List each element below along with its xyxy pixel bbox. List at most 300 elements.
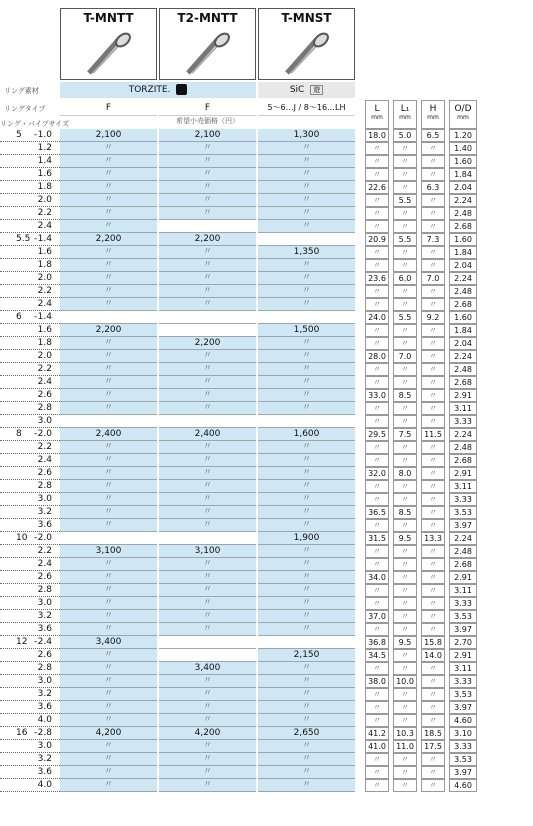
price-cell-t2-mntt: 〃 bbox=[159, 675, 256, 688]
ring-size: 5 bbox=[16, 130, 22, 140]
pipe-size: 2.6 bbox=[37, 468, 52, 478]
sic-badge: 遊 bbox=[310, 85, 323, 95]
price-cell-t-mntt: 〃 bbox=[60, 155, 157, 168]
ring-pipe-size bbox=[0, 389, 60, 402]
dim-cell-l1: 〃 bbox=[393, 662, 417, 675]
ring-pipe-size bbox=[0, 285, 60, 298]
dim-cell-l1: 〃 bbox=[393, 701, 417, 714]
dim-cell-l1: 7.0 bbox=[393, 350, 417, 363]
dim-cell-l1: 〃 bbox=[393, 480, 417, 493]
dim-cell-h: 〃 bbox=[421, 506, 445, 519]
price-cell-t-mnst: 〃 bbox=[258, 259, 355, 272]
dim-cell-l: 〃 bbox=[365, 714, 389, 727]
pipe-size: 2.0 bbox=[37, 273, 52, 283]
dim-cell-h: 14.0 bbox=[421, 649, 445, 662]
dim-cell-l1: 〃 bbox=[393, 337, 417, 350]
dim-cell-h: 〃 bbox=[421, 402, 445, 415]
dim-cell-od: 2.24 bbox=[449, 532, 477, 545]
dim-cell-h: 15.8 bbox=[421, 636, 445, 649]
dim-cell-l: 41.0 bbox=[365, 740, 389, 753]
price-cell-t-mntt: 〃 bbox=[60, 662, 157, 675]
dim-cell-h: 〃 bbox=[421, 662, 445, 675]
dim-cell-l: 〃 bbox=[365, 558, 389, 571]
price-cell-t-mnst: 〃 bbox=[258, 298, 355, 311]
dim-unit: mm bbox=[371, 114, 383, 121]
dim-cell-l1: 〃 bbox=[393, 584, 417, 597]
guide-ring-icon bbox=[85, 29, 135, 77]
dim-cell-h: 7.0 bbox=[421, 272, 445, 285]
dim-cell-l: 〃 bbox=[365, 779, 389, 792]
price-cell-t-mntt: 〃 bbox=[60, 584, 157, 597]
ring-pipe-size bbox=[0, 168, 60, 181]
price-cell-t-mntt: 〃 bbox=[60, 467, 157, 480]
size-separator: - bbox=[34, 728, 38, 738]
price-cell-t-mnst: 〃 bbox=[258, 766, 355, 779]
price-cell-t-mntt: 〃 bbox=[60, 558, 157, 571]
ring-pipe-size bbox=[0, 714, 60, 727]
dim-cell-l: 33.0 bbox=[365, 389, 389, 402]
ring-pipe-size bbox=[0, 623, 60, 636]
ring-pipe-size bbox=[0, 363, 60, 376]
price-cell-t2-mntt: 〃 bbox=[159, 272, 256, 285]
price-cell-t-mnst: 〃 bbox=[258, 701, 355, 714]
price-cell-t-mnst: 〃 bbox=[258, 493, 355, 506]
dim-cell-od: 3.97 bbox=[449, 766, 477, 779]
dim-cell-od: 2.91 bbox=[449, 467, 477, 480]
guide-ring-icon bbox=[283, 29, 333, 77]
price-cell-t-mnst: 〃 bbox=[258, 519, 355, 532]
price-cell-t-mnst: 〃 bbox=[258, 558, 355, 571]
dim-cell-l: 〃 bbox=[365, 688, 389, 701]
dim-cell-l1: 〃 bbox=[393, 610, 417, 623]
price-cell-t-mntt: 〃 bbox=[60, 441, 157, 454]
dim-cell-l1: 〃 bbox=[393, 363, 417, 376]
dim-cell-od: 1.20 bbox=[449, 129, 477, 142]
dim-cell-l1: 〃 bbox=[393, 623, 417, 636]
dim-cell-od: 2.68 bbox=[449, 298, 477, 311]
dim-cell-l1: 〃 bbox=[393, 324, 417, 337]
ring-pipe-size bbox=[0, 454, 60, 467]
price-cell-t-mntt: 2,200 bbox=[60, 324, 157, 337]
type-t-mnst: 5〜6…J / 8〜16…LH bbox=[258, 100, 355, 116]
dim-cell-h: 〃 bbox=[421, 285, 445, 298]
size-separator: - bbox=[34, 533, 38, 543]
dim-cell-l1: 〃 bbox=[393, 181, 417, 194]
dim-cell-l: 〃 bbox=[365, 662, 389, 675]
price-cell-t-mntt: 〃 bbox=[60, 272, 157, 285]
price-cell-t2-mntt: 〃 bbox=[159, 519, 256, 532]
price-cell-t-mntt: 〃 bbox=[60, 142, 157, 155]
dim-cell-l1: 〃 bbox=[393, 779, 417, 792]
price-cell-t-mntt: 〃 bbox=[60, 298, 157, 311]
ring-pipe-size bbox=[0, 610, 60, 623]
price-cell-t-mnst: 2,650 bbox=[258, 727, 355, 740]
pipe-size: 2.4 bbox=[37, 455, 52, 465]
ring-pipe-size bbox=[0, 597, 60, 610]
pipe-size: 2.8 bbox=[37, 481, 52, 491]
dim-cell-l1: 5.5 bbox=[393, 233, 417, 246]
price-cell-t-mnst: 〃 bbox=[258, 168, 355, 181]
price-cell-t-mntt: 〃 bbox=[60, 402, 157, 415]
price-cell-t-mntt bbox=[60, 532, 157, 545]
ring-pipe-size-label: リング・パイプサイズ bbox=[0, 120, 70, 128]
dim-cell-l1: 10.0 bbox=[393, 675, 417, 688]
dim-cell-od: 2.68 bbox=[449, 220, 477, 233]
ring-pipe-size bbox=[0, 753, 60, 766]
product-header-t-mnst bbox=[258, 8, 355, 80]
ring-pipe-size bbox=[0, 727, 60, 740]
price-cell-t2-mntt: 〃 bbox=[159, 168, 256, 181]
dim-cell-od: 2.24 bbox=[449, 350, 477, 363]
dim-cell-od: 3.53 bbox=[449, 688, 477, 701]
price-cell-t2-mntt: 〃 bbox=[159, 207, 256, 220]
dim-cell-od: 2.04 bbox=[449, 181, 477, 194]
dim-cell-l: 〃 bbox=[365, 454, 389, 467]
dim-cell-l: 〃 bbox=[365, 155, 389, 168]
pipe-size: 1.2 bbox=[37, 143, 52, 153]
dim-cell-l: 29.5 bbox=[365, 428, 389, 441]
dim-cell-od: 3.53 bbox=[449, 610, 477, 623]
price-header: 希望小売価格（円） bbox=[176, 117, 239, 125]
dim-cell-l1: 〃 bbox=[393, 207, 417, 220]
price-cell-t-mnst: 〃 bbox=[258, 389, 355, 402]
price-cell-t-mnst: 1,500 bbox=[258, 324, 355, 337]
ring-pipe-size bbox=[0, 298, 60, 311]
ring-pipe-size bbox=[0, 480, 60, 493]
dim-cell-h: 〃 bbox=[421, 688, 445, 701]
ring-pipe-size bbox=[0, 376, 60, 389]
dim-cell-od: 2.68 bbox=[449, 454, 477, 467]
ring-pipe-size bbox=[0, 688, 60, 701]
price-cell-t-mntt: 〃 bbox=[60, 389, 157, 402]
dim-cell-l1: 〃 bbox=[393, 766, 417, 779]
dim-cell-od: 2.48 bbox=[449, 545, 477, 558]
dim-cell-l1: 〃 bbox=[393, 259, 417, 272]
dim-title: L₁ bbox=[400, 104, 410, 114]
dim-cell-h: 〃 bbox=[421, 480, 445, 493]
price-cell-t2-mntt: 〃 bbox=[159, 714, 256, 727]
price-cell-t2-mntt: 〃 bbox=[159, 142, 256, 155]
dim-header-l1 bbox=[393, 100, 417, 129]
dim-cell-l: 34.0 bbox=[365, 571, 389, 584]
price-cell-t2-mntt bbox=[159, 532, 256, 545]
price-cell-t-mnst: 〃 bbox=[258, 467, 355, 480]
pipe-size: 1.8 bbox=[37, 182, 52, 192]
size-separator: - bbox=[34, 234, 38, 244]
dim-cell-l1: 5.5 bbox=[393, 194, 417, 207]
price-cell-t-mntt: 〃 bbox=[60, 454, 157, 467]
price-cell-t2-mntt: 〃 bbox=[159, 688, 256, 701]
dim-cell-l1: 5.0 bbox=[393, 129, 417, 142]
price-cell-t-mntt: 〃 bbox=[60, 285, 157, 298]
dim-cell-h: 〃 bbox=[421, 363, 445, 376]
price-cell-t-mnst: 〃 bbox=[258, 545, 355, 558]
price-cell-t-mnst: 〃 bbox=[258, 402, 355, 415]
dim-cell-h: 13.3 bbox=[421, 532, 445, 545]
dim-cell-l: 28.0 bbox=[365, 350, 389, 363]
dim-cell-l: 32.0 bbox=[365, 467, 389, 480]
price-cell-t2-mntt bbox=[159, 649, 256, 662]
pipe-size: 2.2 bbox=[37, 442, 52, 452]
price-cell-t-mnst: 〃 bbox=[258, 272, 355, 285]
product-name: T-MNTT bbox=[83, 11, 134, 25]
price-cell-t-mntt: 〃 bbox=[60, 701, 157, 714]
price-cell-t2-mntt: 〃 bbox=[159, 285, 256, 298]
price-cell-t2-mntt: 〃 bbox=[159, 181, 256, 194]
dim-cell-h: 6.3 bbox=[421, 181, 445, 194]
price-cell-t2-mntt: 2,200 bbox=[159, 337, 256, 350]
price-cell-t-mnst: 〃 bbox=[258, 454, 355, 467]
price-cell-t2-mntt: 〃 bbox=[159, 584, 256, 597]
pipe-size: 2.2 bbox=[37, 546, 52, 556]
dim-cell-l1: 〃 bbox=[393, 519, 417, 532]
dim-cell-h: 〃 bbox=[421, 246, 445, 259]
dim-cell-od: 3.33 bbox=[449, 597, 477, 610]
dim-cell-od: 2.24 bbox=[449, 194, 477, 207]
price-cell-t2-mntt: 〃 bbox=[159, 571, 256, 584]
price-cell-t2-mntt: 〃 bbox=[159, 597, 256, 610]
dim-unit: mm bbox=[399, 114, 411, 121]
price-cell-t2-mntt: 〃 bbox=[159, 766, 256, 779]
dim-cell-od: 3.97 bbox=[449, 519, 477, 532]
type-f-t2-mntt: F bbox=[159, 100, 256, 116]
price-cell-t2-mntt: 〃 bbox=[159, 350, 256, 363]
ring-pipe-size bbox=[0, 350, 60, 363]
pipe-size: 4.0 bbox=[37, 780, 52, 790]
ring-pipe-size bbox=[0, 233, 60, 246]
price-cell-t-mntt: 〃 bbox=[60, 207, 157, 220]
dim-cell-h: 〃 bbox=[421, 623, 445, 636]
dim-cell-l: 〃 bbox=[365, 584, 389, 597]
price-cell-t2-mntt bbox=[159, 220, 256, 233]
dim-unit: mm bbox=[427, 114, 439, 121]
price-cell-t2-mntt bbox=[159, 636, 256, 649]
ring-pipe-size bbox=[0, 181, 60, 194]
price-cell-t2-mntt: 〃 bbox=[159, 246, 256, 259]
pipe-size: 3.6 bbox=[37, 767, 52, 777]
dim-cell-l: 〃 bbox=[365, 545, 389, 558]
dim-cell-l1: 〃 bbox=[393, 571, 417, 584]
price-cell-t-mnst: 〃 bbox=[258, 506, 355, 519]
price-cell-t-mntt: 2,400 bbox=[60, 428, 157, 441]
dim-cell-od: 1.40 bbox=[449, 142, 477, 155]
dim-cell-od: 3.11 bbox=[449, 584, 477, 597]
pipe-size: 2.8 bbox=[37, 728, 52, 738]
dim-cell-h: 〃 bbox=[421, 454, 445, 467]
price-cell-t-mnst: 〃 bbox=[258, 142, 355, 155]
dim-cell-od: 1.60 bbox=[449, 155, 477, 168]
ring-pipe-size bbox=[0, 649, 60, 662]
ring-type-label: リングタイプ bbox=[4, 105, 46, 113]
ring-size: 8 bbox=[16, 429, 22, 439]
pipe-size: 2.6 bbox=[37, 390, 52, 400]
dim-cell-l: 〃 bbox=[365, 337, 389, 350]
price-cell-t-mnst: 〃 bbox=[258, 740, 355, 753]
ring-pipe-size bbox=[0, 766, 60, 779]
price-cell-t2-mntt: 3,100 bbox=[159, 545, 256, 558]
dim-cell-l: 〃 bbox=[365, 766, 389, 779]
pipe-size: 1.6 bbox=[37, 247, 52, 257]
price-cell-t2-mntt: 〃 bbox=[159, 389, 256, 402]
dim-cell-l: 18.0 bbox=[365, 129, 389, 142]
dim-cell-l: 〃 bbox=[365, 376, 389, 389]
dim-cell-l1: 〃 bbox=[393, 649, 417, 662]
dim-cell-l1: 6.0 bbox=[393, 272, 417, 285]
ring-pipe-size bbox=[0, 415, 60, 428]
size-separator: - bbox=[34, 312, 38, 322]
dim-cell-od: 2.48 bbox=[449, 207, 477, 220]
dim-cell-l: 37.0 bbox=[365, 610, 389, 623]
pipe-size: 1.4 bbox=[37, 312, 52, 322]
dim-cell-od: 2.70 bbox=[449, 636, 477, 649]
pipe-size: 2.6 bbox=[37, 650, 52, 660]
price-cell-t-mntt: 〃 bbox=[60, 259, 157, 272]
pipe-size: 2.2 bbox=[37, 286, 52, 296]
dim-cell-l: 〃 bbox=[365, 519, 389, 532]
dim-cell-l: 〃 bbox=[365, 415, 389, 428]
dim-cell-l: 22.6 bbox=[365, 181, 389, 194]
dim-cell-od: 2.04 bbox=[449, 259, 477, 272]
ring-pipe-size bbox=[0, 662, 60, 675]
dim-cell-h: 〃 bbox=[421, 519, 445, 532]
dim-cell-h: 〃 bbox=[421, 337, 445, 350]
dim-cell-od: 3.11 bbox=[449, 402, 477, 415]
price-cell-t2-mntt: 〃 bbox=[159, 701, 256, 714]
dim-cell-l1: 8.5 bbox=[393, 506, 417, 519]
dim-cell-l: 41.2 bbox=[365, 727, 389, 740]
price-cell-t2-mntt: 〃 bbox=[159, 259, 256, 272]
price-cell-t-mnst: 〃 bbox=[258, 623, 355, 636]
pipe-size: 3.2 bbox=[37, 611, 52, 621]
dim-cell-l: 〃 bbox=[365, 441, 389, 454]
price-cell-t-mntt: 〃 bbox=[60, 766, 157, 779]
dim-cell-od: 1.84 bbox=[449, 324, 477, 337]
torzite-material bbox=[60, 82, 256, 98]
pipe-size: 3.2 bbox=[37, 689, 52, 699]
dim-title: O/D bbox=[454, 104, 472, 114]
price-cell-t-mnst bbox=[258, 415, 355, 428]
price-cell-t-mntt: 〃 bbox=[60, 350, 157, 363]
price-cell-t-mnst: 1,350 bbox=[258, 246, 355, 259]
dim-cell-od: 2.48 bbox=[449, 285, 477, 298]
ring-pipe-size bbox=[0, 272, 60, 285]
ring-pipe-size bbox=[0, 545, 60, 558]
dim-cell-od: 3.53 bbox=[449, 753, 477, 766]
price-cell-t-mnst: 〃 bbox=[258, 155, 355, 168]
product-name: T2-MNTT bbox=[177, 11, 238, 25]
dim-cell-l1: 8.0 bbox=[393, 467, 417, 480]
dim-cell-od: 3.33 bbox=[449, 493, 477, 506]
price-cell-t-mntt: 〃 bbox=[60, 779, 157, 792]
dim-cell-od: 3.33 bbox=[449, 415, 477, 428]
dim-cell-l: 〃 bbox=[365, 402, 389, 415]
dim-cell-h: 〃 bbox=[421, 194, 445, 207]
dim-cell-l: 20.9 bbox=[365, 233, 389, 246]
price-cell-t2-mntt: 〃 bbox=[159, 441, 256, 454]
price-cell-t2-mntt: 〃 bbox=[159, 610, 256, 623]
pipe-size: 2.6 bbox=[37, 572, 52, 582]
dim-cell-l: 〃 bbox=[365, 259, 389, 272]
pipe-size: 3.2 bbox=[37, 507, 52, 517]
dim-title: H bbox=[429, 104, 437, 114]
price-cell-t-mnst: 〃 bbox=[258, 480, 355, 493]
ring-pipe-size bbox=[0, 493, 60, 506]
dim-cell-l: 〃 bbox=[365, 363, 389, 376]
ring-pipe-size bbox=[0, 584, 60, 597]
price-cell-t-mnst: 〃 bbox=[258, 350, 355, 363]
ring-pipe-size bbox=[0, 428, 60, 441]
price-cell-t-mnst: 1,600 bbox=[258, 428, 355, 441]
ring-size: 10 bbox=[16, 533, 28, 543]
dim-cell-l1: 〃 bbox=[393, 168, 417, 181]
price-cell-t-mntt: 3,100 bbox=[60, 545, 157, 558]
price-cell-t-mnst: 〃 bbox=[258, 337, 355, 350]
price-cell-t-mnst: 〃 bbox=[258, 610, 355, 623]
dim-cell-l1: 9.5 bbox=[393, 532, 417, 545]
price-cell-t-mntt bbox=[60, 415, 157, 428]
ring-pipe-size bbox=[0, 311, 60, 324]
price-cell-t-mnst: 〃 bbox=[258, 675, 355, 688]
dim-cell-h: 〃 bbox=[421, 415, 445, 428]
torzite-logo-icon bbox=[176, 84, 187, 95]
dim-cell-h: 〃 bbox=[421, 155, 445, 168]
price-cell-t-mntt: 〃 bbox=[60, 714, 157, 727]
price-cell-t2-mntt: 〃 bbox=[159, 467, 256, 480]
size-separator: - bbox=[34, 130, 38, 140]
dim-cell-l: 〃 bbox=[365, 480, 389, 493]
dim-cell-l: 24.0 bbox=[365, 311, 389, 324]
price-cell-t2-mntt: 4,200 bbox=[159, 727, 256, 740]
pipe-size: 2.2 bbox=[37, 364, 52, 374]
dim-cell-l: 〃 bbox=[365, 298, 389, 311]
pipe-size: 1.0 bbox=[37, 130, 52, 140]
dim-cell-l1: 7.5 bbox=[393, 428, 417, 441]
dim-cell-l1: 〃 bbox=[393, 545, 417, 558]
price-cell-t2-mntt: 〃 bbox=[159, 376, 256, 389]
ring-pipe-size bbox=[0, 259, 60, 272]
price-cell-t2-mntt: 2,100 bbox=[159, 129, 256, 142]
price-cell-t2-mntt: 〃 bbox=[159, 363, 256, 376]
pipe-size: 2.0 bbox=[37, 429, 52, 439]
ring-pipe-size bbox=[0, 207, 60, 220]
dim-cell-od: 3.11 bbox=[449, 480, 477, 493]
ring-pipe-size bbox=[0, 532, 60, 545]
pipe-size: 2.2 bbox=[37, 208, 52, 218]
pipe-size: 2.8 bbox=[37, 403, 52, 413]
dim-cell-l1: 〃 bbox=[393, 597, 417, 610]
ring-pipe-size bbox=[0, 701, 60, 714]
price-cell-t-mnst: 〃 bbox=[258, 220, 355, 233]
price-cell-t-mntt: 〃 bbox=[60, 740, 157, 753]
dim-header-l bbox=[365, 100, 389, 129]
dim-cell-h: 〃 bbox=[421, 675, 445, 688]
dim-cell-od: 3.11 bbox=[449, 662, 477, 675]
dim-cell-l: 〃 bbox=[365, 207, 389, 220]
dim-cell-h: 〃 bbox=[421, 324, 445, 337]
pipe-size: 1.4 bbox=[37, 234, 52, 244]
dim-title: L bbox=[374, 104, 380, 114]
dim-cell-od: 4.60 bbox=[449, 714, 477, 727]
pipe-size: 2.4 bbox=[37, 299, 52, 309]
dim-cell-l: 23.6 bbox=[365, 272, 389, 285]
dim-cell-l: 〃 bbox=[365, 701, 389, 714]
dim-cell-od: 3.97 bbox=[449, 623, 477, 636]
price-cell-t-mntt: 〃 bbox=[60, 597, 157, 610]
dim-cell-h: 〃 bbox=[421, 597, 445, 610]
dim-cell-h: 6.5 bbox=[421, 129, 445, 142]
dim-cell-od: 1.60 bbox=[449, 233, 477, 246]
price-cell-t-mntt bbox=[60, 311, 157, 324]
